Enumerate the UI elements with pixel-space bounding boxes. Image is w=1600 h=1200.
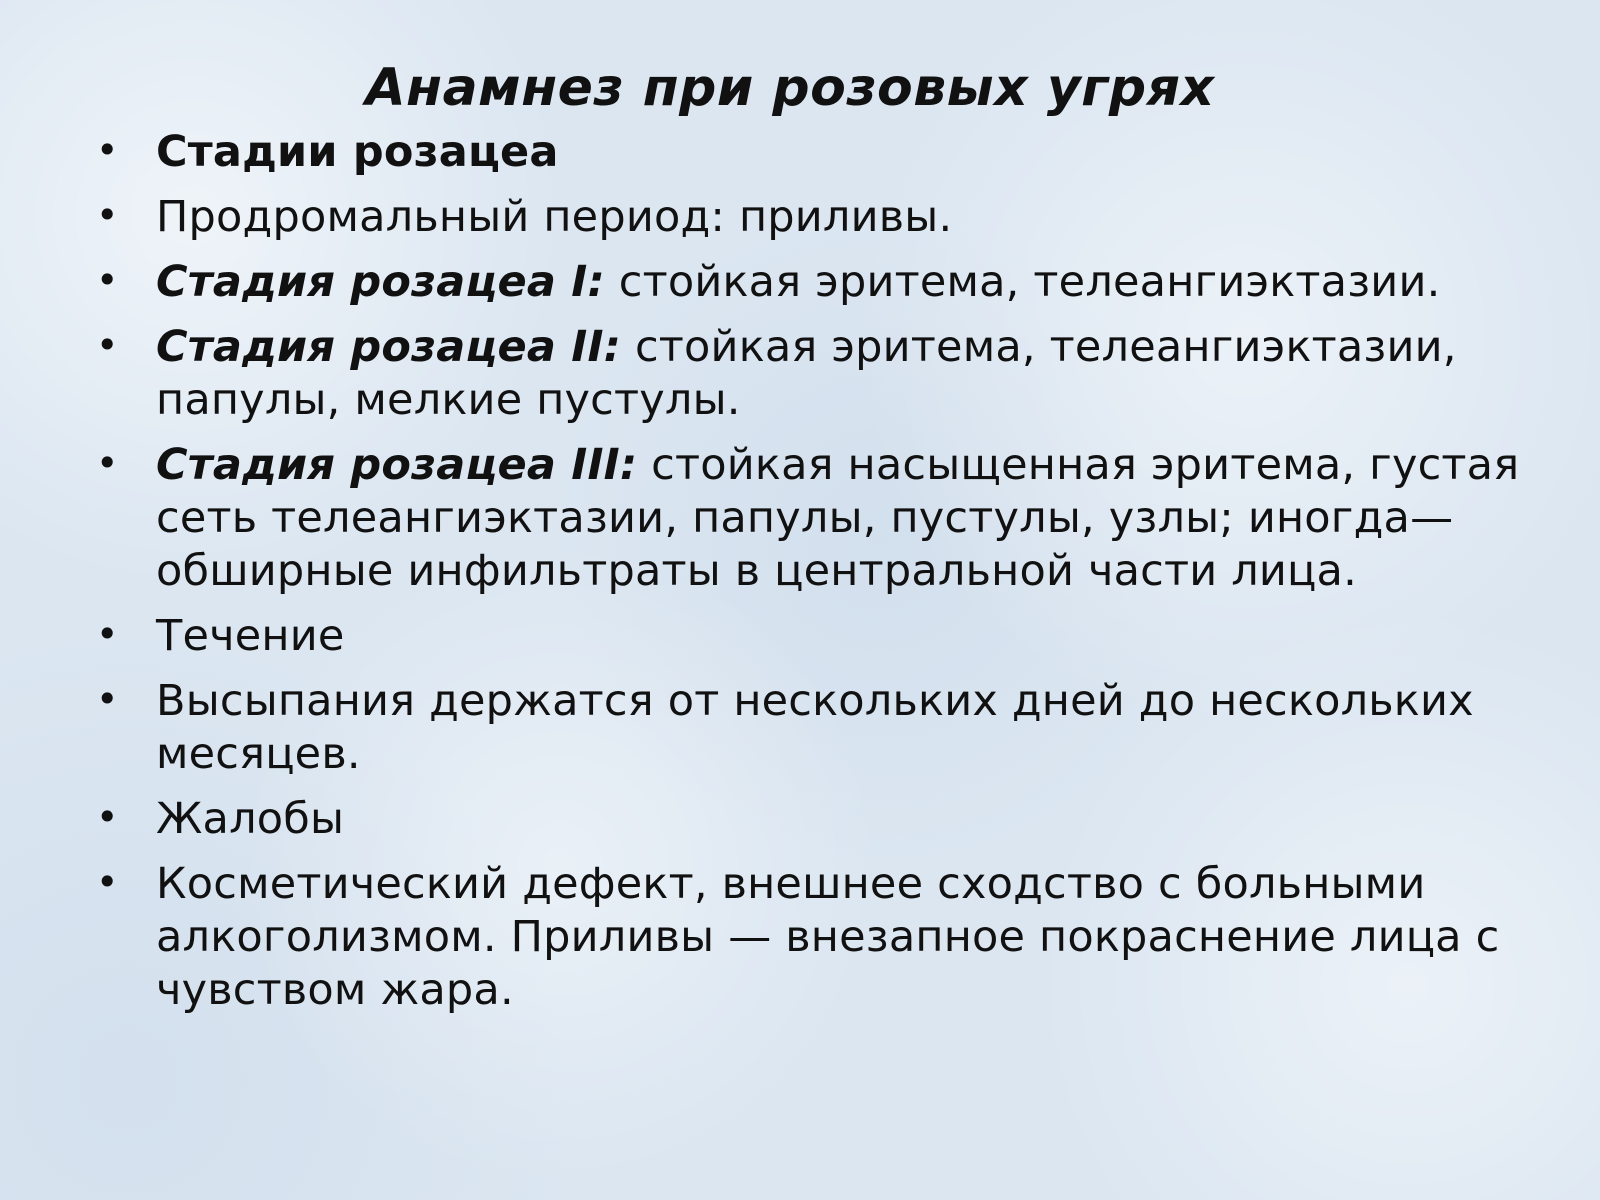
list-item-text: Косметический дефект, внешнее сходство с больными алкоголизмом. Приливы — внезапное покраснение лица с чувством жара. <box>156 859 1500 1015</box>
list-item <box>96 610 1536 663</box>
list-item <box>96 675 1536 781</box>
list-item-text: стойкая насыщенная эритема, густая сеть телеангиэктазии, папулы, пустулы, узлы; иногда—обширные инфильтраты в центральной части лица. <box>156 440 1520 596</box>
bullet-icon: • <box>96 441 119 485</box>
list-item <box>96 321 1536 427</box>
bullet-icon: • <box>96 612 119 656</box>
list-item-lead: Стадия розацеа I: <box>156 257 605 307</box>
list-item <box>96 439 1536 598</box>
bullet-icon: • <box>96 795 119 839</box>
list-item-text: стойкая эритема, телеангиэктазии. <box>604 257 1441 307</box>
list-item <box>96 793 1536 846</box>
list-item-text: Течение <box>156 611 345 661</box>
bullet-icon: • <box>96 193 119 237</box>
bullet-list <box>96 126 1536 1029</box>
bullet-icon: • <box>96 860 119 904</box>
bullet-icon: • <box>96 323 119 367</box>
list-item <box>96 256 1536 309</box>
bullet-icon: • <box>96 128 119 172</box>
list-item-text: Продромальный период: приливы. <box>156 192 953 242</box>
list-item-text: стойкая эритема, телеангиэктазии, папулы, мелкие пустулы. <box>156 322 1457 425</box>
list-item <box>96 858 1536 1017</box>
list-item <box>96 191 1536 244</box>
list-item-text: Высыпания держатся от нескольких дней до нескольких месяцев. <box>156 676 1474 779</box>
list-item-lead: Стадия розацеа II: <box>156 322 622 372</box>
bullet-icon: • <box>96 258 119 302</box>
list-item <box>96 126 1536 179</box>
bullet-icon: • <box>96 677 119 721</box>
list-item-text: Жалобы <box>156 794 345 844</box>
list-item-lead: Стадия розацеа III: <box>156 440 638 490</box>
list-item-text: Стадии розацеа <box>156 127 559 177</box>
slide-title: Анамнез при розовых угрях <box>365 58 1215 118</box>
